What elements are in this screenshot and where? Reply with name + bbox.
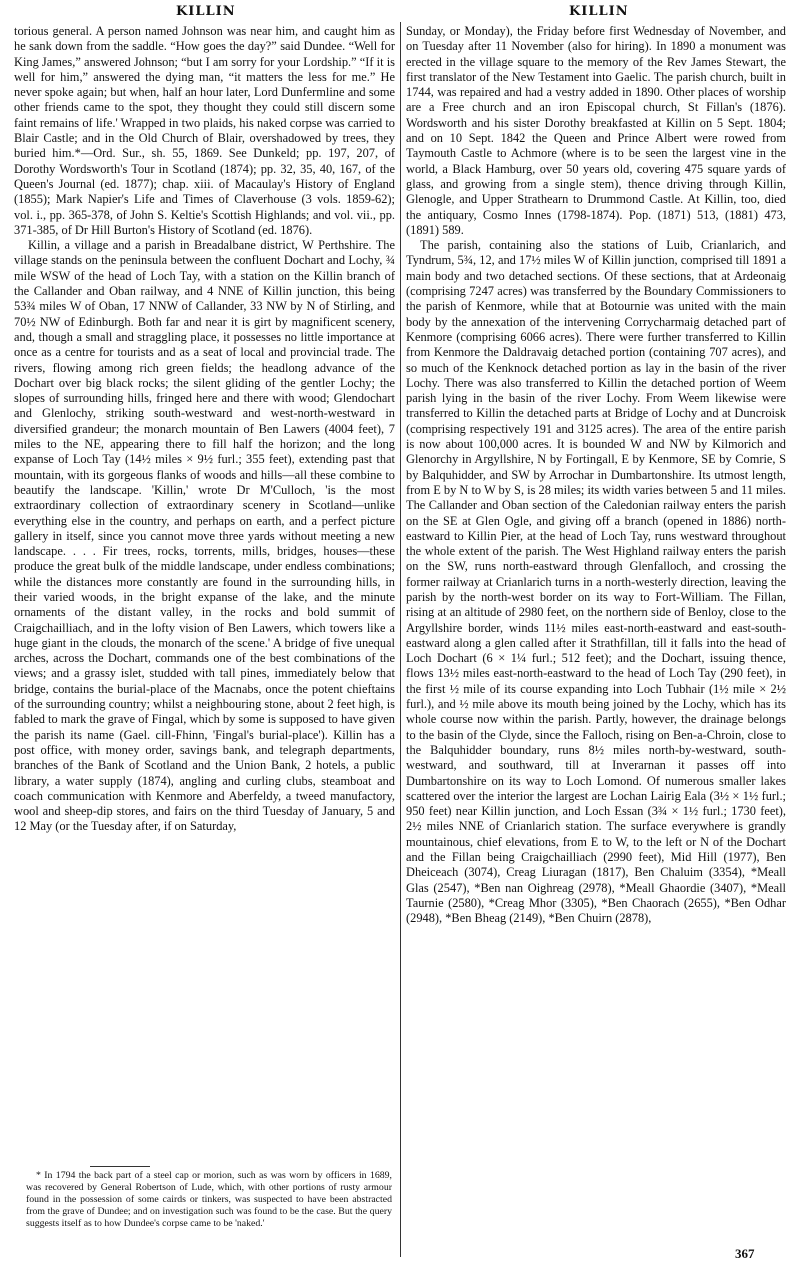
running-header-right: KILLIN [569,4,629,19]
running-header-left: KILLIN [176,4,236,19]
footnote-text: * In 1794 the back part of a steel cap or morion, such as was worn by officers in 1689, was recovered by General Robertson of Lude, which, with other portions of rusty armour found in the possession of some cairds or tinkers, was suspected to have been abstracted from the grave of Dundee; and on investigation such was found to be the case. But the query suggests itself as to how Dundee's corpse came to be 'naked.' [26,1170,392,1229]
right-column [406,24,786,927]
footnote [26,1170,392,1230]
left-column [14,24,395,835]
page-number: 367 [735,1246,755,1261]
column-divider [400,22,401,1257]
paragraph-killin-continued: Sunday, or Monday), the Friday before first Wednesday of November, and on Tuesday after 11 November (also for hiring). In 1890 a monument was erected in the village square to the memory of the Rev James Stewart, the first translator of the New Testament into Gaelic. The parish church, built in 1744, was repaired and had a vestry added in 1890. Other places of worship are a Free church and an iron Episcopal church, St Fillan's (1876). Wordsworth and his sister Dorothy breakfasted at Killin on 5 Sept. 1804; and on 10 Sept. 1842 the Queen and Prince Albert were rowed from Taymouth Castle to Achmore (where is to be seen the largest vine in the world, a Black Hamburg, over 50 years old, covering 475 square yards of glass, and growing from a single stem), thence driving through Killin, Glenogle, and Upper Strathearn to Drummond Castle. At Killin, too, died the antiquary, Cosmo Innes (1798-1874). Pop. (1871) 513, (1881) 473, (1891) 589. [406,24,786,237]
paragraph-killin-village: Killin, a village and a parish in Breadalbane district, W Perthshire. The village stands on the peninsula between the confluent Dochart and Lochy, ¾ mile WSW of the head of Loch Tay, with a station on the Killin branch of the Callander and Oban railway, and 4 NNE of Killin junction, this being 53¾ miles W of Oban, 17 NNW of Callander, 33 NW by N of Stirling, and 70½ NW of Edinburgh. Both far and near it is girt by magnificent scenery, and, though a small and straggling place, it possesses no little importance at once as a centre for tourists and as a seat of local and provincial trade. The rivers, flowing among rich green fields; the headlong advance of the Dochart over big black rocks; the silent gliding of the gentler Lochy; the slopes of surrounding hills, fringed here and there with wood; Glendochart and Glenlochy, striking south-westward and west-north-westward in diversified grandeur; the monarch mountain of Ben Lawers (4004 feet), 7 miles to the NE, appearing there to fill half the horizon; and the long expanse of Loch Tay (14½ miles × 9½ furl.; 355 feet), extending past that mountain, with its gorgeous flanks of woods and hills—all these combine to beautify the landscape. 'Killin,' wrote Dr M'Culloch, 'is the most extraordinary collection of extraordinary scenery in Scotland—unlike everything else in the country, and perhaps on earth, and a perfect picture gallery in itself, since you cannot move three yards without meeting a new landscape. . . . Fir trees, rocks, torrents, mills, bridges, houses—these produce the great bulk of the middle landscape, under endless combinations; while the distances more constantly are found in the surrounding hills, in their varied woods, in the bright expanse of the lake, and the minute ornaments of the distant valley, in the rocks and bold summit of Craigchailliach, and in the lofty vision of Ben Lawers, which towers like a huge giant in the clouds, the monarch of the scene.' A bridge of five unequal arches, across the Dochart, commands one of the best combinations of the views; and a grassy islet, studded with tall pines, immediately below that bridge, contains the burial-place of the Macnabs, once the potent chieftains of the surrounding country; whilst a neighbouring stone, about 2 feet high, is fabled to mark the grave of Fingal, which by some is supposed to have given the parish its name (Gael. cill-Fhinn, 'Fingal's burial-place'). Killin has a post office, with money order, savings bank, and telegraph departments, branches of the Bank of Scotland and the Union Bank, 2 hotels, a public library, a water supply (1874), angling and curling clubs, steamboat and coach communication with Kenmore and Aberfeldy, a tweed manufactory, wool and sheep-dip stores, and fairs on the third Tuesday of January, 5 and 12 May (or the Tuesday after, if on Saturday, [14,238,395,834]
footnote-rule [90,1166,150,1167]
paragraph-killin-parish: The parish, containing also the stations of Luib, Crianlarich, and Tyndrum, 5¾, 12, and 17½ miles W of Killin junction, comprised till 1891 a main body and two detached sections. Of these sections, that at Ardeonaig (comprising 7247 acres) was transferred by the Boundary Commissioners to the parish of Kenmore, while that at Botournie was united with the main body by the annexation of the intervening Corrycharmaig detached part of Kenmore (comprising 6066 acres). There were further transferred to Killin from Kenmore the Daldravaig detached portion (containing 707 acres), and so much of the Kenknock detached portion as lay in the basin of the river Lochy. There was also transferred to Killin the detached portion of Weem parish lying in the basin of the river Lochy. From Weem likewise were transferred to Killin the detached parts at Bridge of Lochy and at Duncroisk (comprising respectively 191 and 3125 acres). The area of the entire parish is now about 100,000 acres. It is bounded W and NW by Kilmorich and Glenorchy in Argyllshire, N by Fortingall, E by Kenmore, SE by Comrie, S by Balquhidder, and SW by Arrochar in Dumbartonshire. Its utmost length, from E by N to W by S, is 28 miles; its width varies between 5 and 11 miles. The Callander and Oban section of the Caledonian railway enters the parish on the SE at Glen Ogle, and giving off a branch (opened in 1886) north-eastward to Killin Pier, at the head of Loch Tay, runs westward throughout the whole extent of the parish. The West Highland railway enters the parish on the SW, runs north-eastward through Glenfalloch, and crossing the former railway at Crianlarich turns in a north-westerly direction, leaving the parish by the north-west border on its way to Fort-William. The Fillan, rising at an altitude of 2980 feet, on the northern side of Benloy, close to the Argyllshire border, winds 11½ miles east-north-eastward and east-south-eastward along a glen called after it Strathfillan, till it falls into the head of Loch Dochart (6 × 1¼ furl.; 512 feet); and the Dochart, issuing thence, flows 13½ miles east-north-eastward to the head of Loch Tay (290 feet), in the first ½ mile of its course expanding into Loch Tubhair (1½ mile × 2½ furl.), and ½ mile above its mouth being joined by the Lochy, which has its whole course now within the parish. Partly, however, the drainage belongs to the basin of the Clyde, since the Falloch, rising on Ben-a-Chroin, close to the Balquhidder boundary, runs 8½ miles north-by-westward, south-westward, and southward, till at Inverarnan it passes off into Dumbartonshire on its way to Loch Lomond. Of numerous smaller lakes scattered over the interior the largest are Lochan Lairig Eala (3½ × 1½ furl.; 950 feet) near Killin junction, and Loch Essan (3¾ × 1½ furl.; 1730 feet), 2½ miles NNE of Crianlarich station. The surface everywhere is grandly mountainous, chief elevations, from E to W, to the left or N of the Dochart and the Fillan being Craigchailliach (2990 feet), Mid Hill (1977), Ben Dheiceach (3074), Creag Liuragan (1817), Ben Chaluim (3354), *Meall Glas (2547), *Ben nan Oighreag (2978), *Meall Ghaordie (3407), *Meall Taurnie (2580), *Creag Mhor (3305), *Ben Chaorach (2655), *Ben Odhar (2948), *Ben Bheag (2149), *Ben Chuirn (2878), [406,238,786,926]
paragraph-dundee-continued: torious general. A person named Johnson was near him, and caught him as he sank down from the saddle. “How goes the day?” said Dundee. “Well for King James,” answered Johnson; “but I am sorry for your Lordship.” “If it is well for him,” answered the dying man, “it matters the less for me.” He never spoke again; but when, half an hour later, Lord Dunfermline and some other friends came to the spot, they thought they could still discern some faint remains of life.' Wrapped in two plaids, his naked corpse was carried to Blair Castle; and in the Old Church of Blair, overshadowed by trees, they buried him.*—Ord. Sur., sh. 55, 1869. See Dunkeld; pp. 197, 207, of Dorothy Wordsworth's Tour in Scotland (1874); pp. 32, 35, 40, 167, of the Queen's Journal (ed. 1877); chap. xiii. of Macaulay's History of England (1855); Mark Napier's Life and Times of Claverhouse (3 vols. 1859-62); vol. i., pp. 365-378, of John S. Keltie's Scottish Highlands; and vol. vii., pp. 371-385, of Dr Hill Burton's History of Scotland (ed. 1876). [14,24,395,237]
